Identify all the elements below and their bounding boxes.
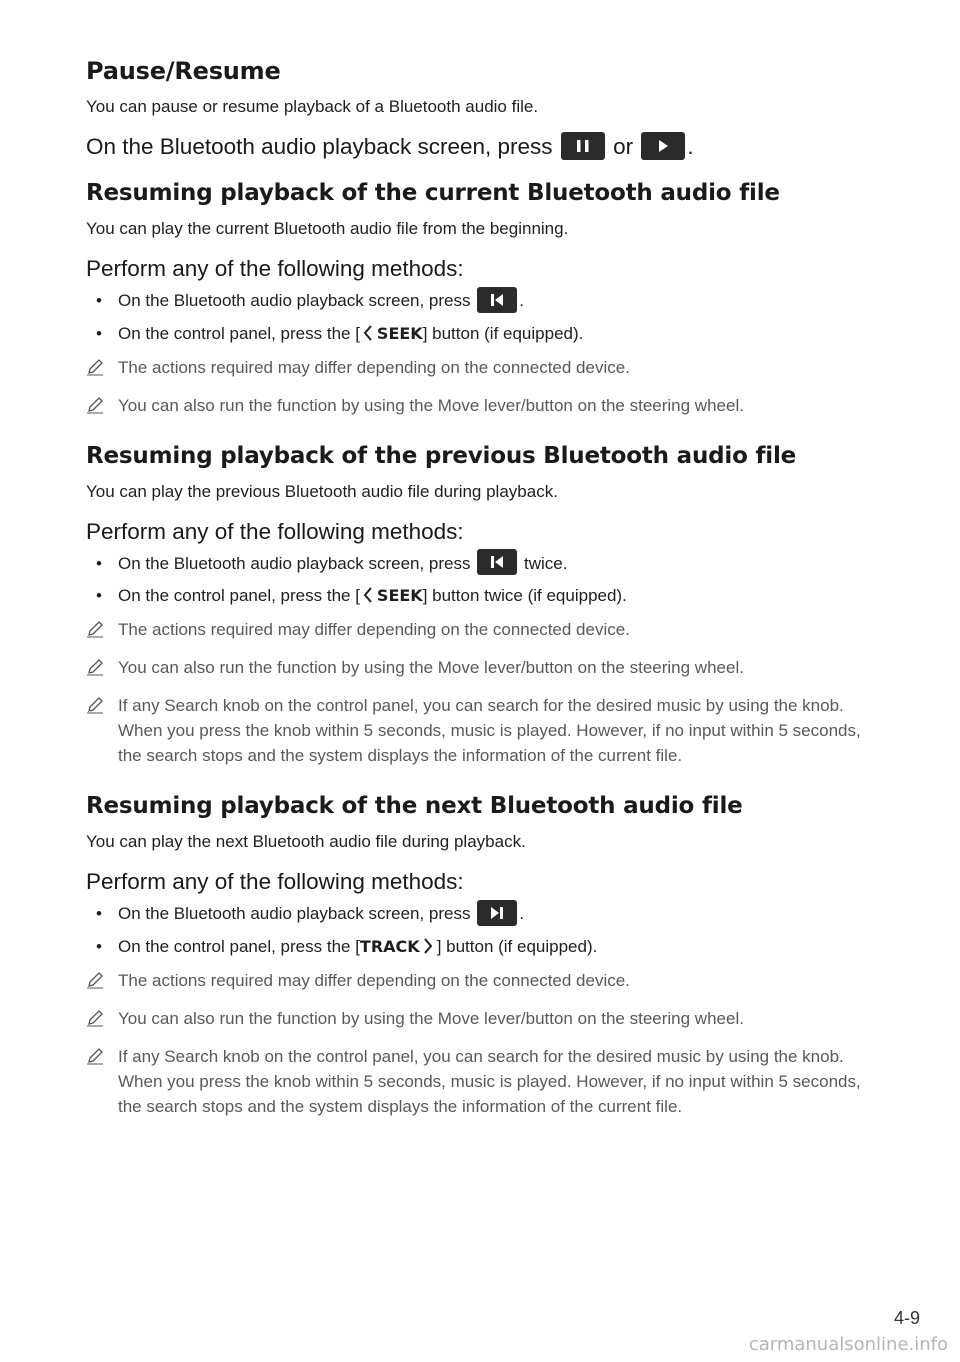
section-title-pause-resume: Pause/Resume <box>86 57 281 85</box>
page-number: 4-9 <box>893 1308 920 1328</box>
section-title-previous-file: Resuming playback of the previous Bluetooth audio file <box>86 442 797 469</box>
chevron-left-icon <box>362 586 374 604</box>
note <box>86 1006 876 1031</box>
pencil-note-icon <box>86 971 104 989</box>
section-description: You can play the current Bluetooth audio file from the beginning. <box>86 219 569 238</box>
note-text: The actions required may differ depending on the connected device. <box>118 970 630 990</box>
note <box>86 1044 876 1119</box>
pencil-note-icon <box>86 696 104 714</box>
section-description: You can pause or resume playback of a Bluetooth audio file. <box>86 97 539 116</box>
list-item-text-end: twice. <box>523 553 568 573</box>
key-label: TRACK <box>359 936 420 956</box>
step-text-or: or <box>613 134 634 159</box>
note <box>86 655 876 680</box>
section-title-next-file: Resuming playback of the next Bluetooth audio file <box>86 793 743 820</box>
key-label: SEEK <box>376 323 423 343</box>
bullet-char: • <box>96 936 102 956</box>
pencil-note-icon <box>86 358 104 376</box>
step-text-end: . <box>687 134 694 159</box>
next-track-icon <box>477 900 517 926</box>
note-text: The actions required may differ depending on the connected device. <box>118 620 630 640</box>
list-item-text: On the control panel, press the [ <box>118 323 360 343</box>
pencil-note-icon <box>86 396 104 414</box>
bullet-char: • <box>96 553 102 573</box>
list-item-text: On the Bluetooth audio playback screen, press <box>118 553 471 573</box>
note <box>86 355 876 380</box>
pencil-note-icon <box>86 620 104 638</box>
method-list <box>86 553 876 608</box>
section-title-current-file: Resuming playback of the current Bluetooth audio file <box>86 180 780 206</box>
instruction-step: Perform any of the following methods: <box>86 518 464 544</box>
list-item <box>86 323 876 345</box>
list-item-text-end: ] button (if equipped). <box>436 936 598 956</box>
note-text: You can also run the function by using the Move lever/button on the steering wheel. <box>118 395 744 415</box>
watermark: carmanualsonline.info <box>748 1334 948 1355</box>
instruction-step: Perform any of the following methods: <box>86 869 464 895</box>
list-item-text-end: ] button twice (if equipped). <box>422 586 627 606</box>
list-item-text-end: ] button (if equipped). <box>422 323 584 343</box>
list-item-text-end: . <box>519 291 524 310</box>
key-label: SEEK <box>376 586 423 606</box>
bullet-char: • <box>96 323 102 343</box>
list-item <box>86 553 876 576</box>
list-item-text: On the Bluetooth audio playback screen, press <box>118 904 471 924</box>
list-item <box>86 903 876 926</box>
note <box>86 393 876 418</box>
instruction-step: Perform any of the following methods: <box>86 256 464 281</box>
previous-track-icon <box>477 287 517 313</box>
method-list <box>86 903 876 958</box>
manual-page <box>86 56 876 1132</box>
step-text: On the Bluetooth audio playback screen, press <box>86 134 553 159</box>
bullet-char: • <box>96 291 102 310</box>
list-item <box>86 585 876 607</box>
note-text: The actions required may differ depending on the connected device. <box>118 357 630 377</box>
chevron-right-icon <box>422 937 434 955</box>
play-icon <box>641 132 685 160</box>
bullet-char: • <box>96 586 102 606</box>
chevron-left-icon <box>362 324 374 342</box>
section-description: You can play the next Bluetooth audio file during playback. <box>86 832 526 852</box>
note-text: You can also run the function by using the Move lever/button on the steering wheel. <box>118 658 744 678</box>
pencil-note-icon <box>86 1047 104 1065</box>
pencil-note-icon <box>86 1009 104 1027</box>
list-item-text: On the control panel, press the [ <box>118 936 360 956</box>
section-description: You can play the previous Bluetooth audio file during playback. <box>86 481 558 501</box>
note-text: If any Search knob on the control panel, you can search for the desired music by using the knob. When you press the knob within 5 seconds, music is played. However, if no input within 5 seconds, the search stops and the system displays the information of the current file. <box>118 696 861 766</box>
list-item <box>86 290 876 313</box>
previous-track-icon <box>477 549 517 575</box>
method-list <box>86 290 876 345</box>
pencil-note-icon <box>86 658 104 676</box>
list-item-text-end: . <box>519 904 524 924</box>
bullet-char: • <box>96 904 102 924</box>
note <box>86 693 876 768</box>
note-text: You can also run the function by using the Move lever/button on the steering wheel. <box>118 1008 744 1028</box>
note <box>86 968 876 993</box>
instruction-step <box>86 132 876 162</box>
list-item <box>86 936 876 958</box>
list-item-text: On the control panel, press the [ <box>118 586 360 606</box>
list-item-text: On the Bluetooth audio playback screen, press <box>118 291 471 310</box>
note <box>86 617 876 642</box>
note-text: If any Search knob on the control panel, you can search for the desired music by using the knob. When you press the knob within 5 seconds, music is played. However, if no input within 5 seconds, the search stops and the system displays the information of the current file. <box>118 1046 861 1116</box>
pause-icon <box>561 132 605 160</box>
